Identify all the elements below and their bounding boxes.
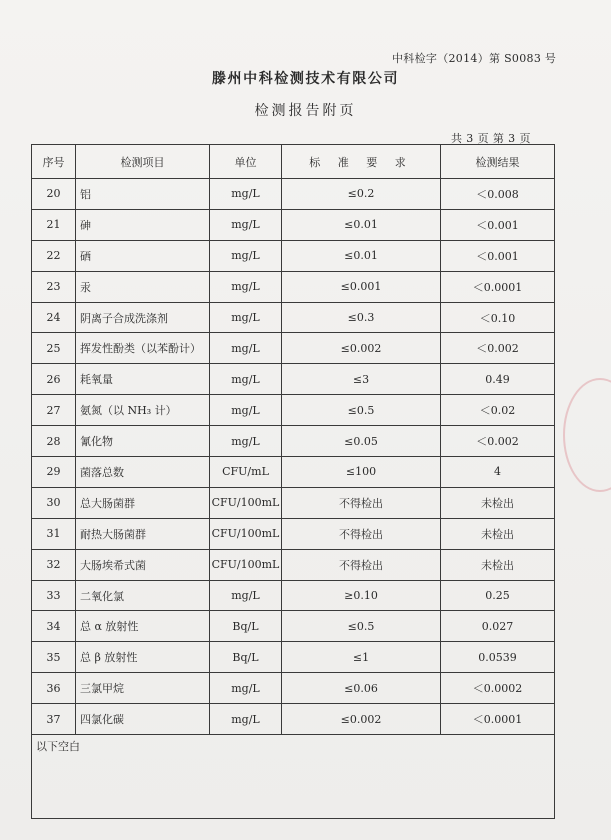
table-row (32, 549, 555, 580)
cell-standard: 不得检出 (282, 518, 441, 549)
cell-result: ＜0.001 (441, 209, 555, 240)
cell-result: 未检出 (441, 549, 555, 580)
cell-result: 未检出 (441, 518, 555, 549)
cell-standard: ≥0.10 (282, 580, 441, 611)
cell-number: 26 (32, 364, 76, 395)
cell-unit: CFU/100mL (210, 549, 282, 580)
cell-standard: ≤0.3 (282, 302, 441, 333)
cell-result: ＜0.02 (441, 395, 555, 426)
column-header-standard: 标 准 要 求 (282, 145, 441, 179)
cell-unit: mg/L (210, 333, 282, 364)
cell-item: 菌落总数 (76, 457, 210, 488)
cell-unit: Bq/L (210, 642, 282, 673)
table-row (32, 487, 555, 518)
red-seal-stamp (563, 378, 611, 492)
cell-item: 氰化物 (76, 426, 210, 457)
cell-item: 四氯化碳 (76, 704, 210, 735)
cell-unit: CFU/100mL (210, 518, 282, 549)
cell-result: 0.027 (441, 611, 555, 642)
cell-unit: Bq/L (210, 611, 282, 642)
cell-result: ＜0.008 (441, 179, 555, 210)
column-header-number: 序号 (32, 145, 76, 179)
cell-item: 挥发性酚类（以苯酚计） (76, 333, 210, 364)
cell-number: 21 (32, 209, 76, 240)
cell-item: 汞 (76, 271, 210, 302)
table-row (32, 333, 555, 364)
cell-result: ＜0.002 (441, 333, 555, 364)
cell-unit: CFU/100mL (210, 487, 282, 518)
cell-result: ＜0.10 (441, 302, 555, 333)
cell-item: 阴离子合成洗涤剂 (76, 302, 210, 333)
cell-standard: 不得检出 (282, 549, 441, 580)
table-row (32, 611, 555, 642)
cell-standard: ≤0.06 (282, 673, 441, 704)
cell-item: 总 α 放射性 (76, 611, 210, 642)
cell-standard: ≤100 (282, 457, 441, 488)
cell-number: 35 (32, 642, 76, 673)
cell-item: 硒 (76, 240, 210, 271)
cell-result: ＜0.002 (441, 426, 555, 457)
cell-unit: mg/L (210, 395, 282, 426)
cell-number: 28 (32, 426, 76, 457)
cell-number: 34 (32, 611, 76, 642)
cell-standard: ≤0.002 (282, 333, 441, 364)
table-row (32, 395, 555, 426)
cell-item: 大肠埃希式菌 (76, 549, 210, 580)
cell-number: 32 (32, 549, 76, 580)
table-row (32, 302, 555, 333)
cell-number: 24 (32, 302, 76, 333)
cell-number: 22 (32, 240, 76, 271)
cell-unit: mg/L (210, 209, 282, 240)
table-row (32, 240, 555, 271)
cell-standard: ≤0.001 (282, 271, 441, 302)
blank-below-note: 以下空白 (32, 735, 555, 819)
cell-unit: mg/L (210, 271, 282, 302)
column-header-item: 检测项目 (76, 145, 210, 179)
cell-number: 33 (32, 580, 76, 611)
cell-unit: mg/L (210, 302, 282, 333)
cell-result: 未检出 (441, 487, 555, 518)
table-header-row (32, 145, 555, 179)
column-header-unit: 单位 (210, 145, 282, 179)
cell-result: ＜0.001 (441, 240, 555, 271)
cell-item: 铝 (76, 179, 210, 210)
cell-result: ＜0.0002 (441, 673, 555, 704)
cell-standard: ≤0.2 (282, 179, 441, 210)
cell-standard: 不得检出 (282, 487, 441, 518)
cell-item: 砷 (76, 209, 210, 240)
cell-item: 二氧化氯 (76, 580, 210, 611)
cell-number: 23 (32, 271, 76, 302)
cell-unit: mg/L (210, 426, 282, 457)
cell-standard: ≤0.01 (282, 209, 441, 240)
cell-standard: ≤0.01 (282, 240, 441, 271)
cell-standard: ≤0.5 (282, 611, 441, 642)
page-number: 共 3 页 第 3 页 (451, 132, 531, 145)
table-row (32, 209, 555, 240)
cell-result: ＜0.0001 (441, 704, 555, 735)
table-row (32, 673, 555, 704)
cell-result: 0.0539 (441, 642, 555, 673)
cell-unit: mg/L (210, 673, 282, 704)
table-row (32, 580, 555, 611)
table-row (32, 179, 555, 210)
cell-number: 36 (32, 673, 76, 704)
cell-standard: ≤0.5 (282, 395, 441, 426)
table-row (32, 457, 555, 488)
cell-unit: mg/L (210, 179, 282, 210)
table-row (32, 426, 555, 457)
table-footer-row (32, 735, 555, 819)
cell-number: 30 (32, 487, 76, 518)
cell-number: 25 (32, 333, 76, 364)
cell-unit: mg/L (210, 240, 282, 271)
results-table (31, 144, 555, 819)
table-row (32, 704, 555, 735)
report-reference-number: 中科检字（2014）第 S0083 号 (392, 52, 557, 65)
cell-number: 29 (32, 457, 76, 488)
company-name: 滕州中科检测技术有限公司 (211, 71, 400, 87)
cell-number: 27 (32, 395, 76, 426)
cell-item: 氨氮（以 NH₃ 计） (76, 395, 210, 426)
cell-unit: mg/L (210, 580, 282, 611)
cell-result: 0.49 (441, 364, 555, 395)
cell-unit: CFU/mL (210, 457, 282, 488)
cell-item: 耐热大肠菌群 (76, 518, 210, 549)
cell-standard: ≤0.002 (282, 704, 441, 735)
column-header-result: 检测结果 (441, 145, 555, 179)
cell-result: 0.25 (441, 580, 555, 611)
cell-standard: ≤3 (282, 364, 441, 395)
table-row (32, 364, 555, 395)
report-subtitle: 检测报告附页 (254, 103, 357, 119)
cell-unit: mg/L (210, 704, 282, 735)
cell-number: 31 (32, 518, 76, 549)
cell-item: 耗氧量 (76, 364, 210, 395)
cell-item: 总 β 放射性 (76, 642, 210, 673)
cell-result: ＜0.0001 (441, 271, 555, 302)
cell-standard: ≤0.05 (282, 426, 441, 457)
table-row (32, 518, 555, 549)
cell-unit: mg/L (210, 364, 282, 395)
cell-item: 三氯甲烷 (76, 673, 210, 704)
cell-number: 37 (32, 704, 76, 735)
cell-item: 总大肠菌群 (76, 487, 210, 518)
cell-number: 20 (32, 179, 76, 210)
table-row (32, 642, 555, 673)
table-row (32, 271, 555, 302)
cell-result: 4 (441, 457, 555, 488)
cell-standard: ≤1 (282, 642, 441, 673)
